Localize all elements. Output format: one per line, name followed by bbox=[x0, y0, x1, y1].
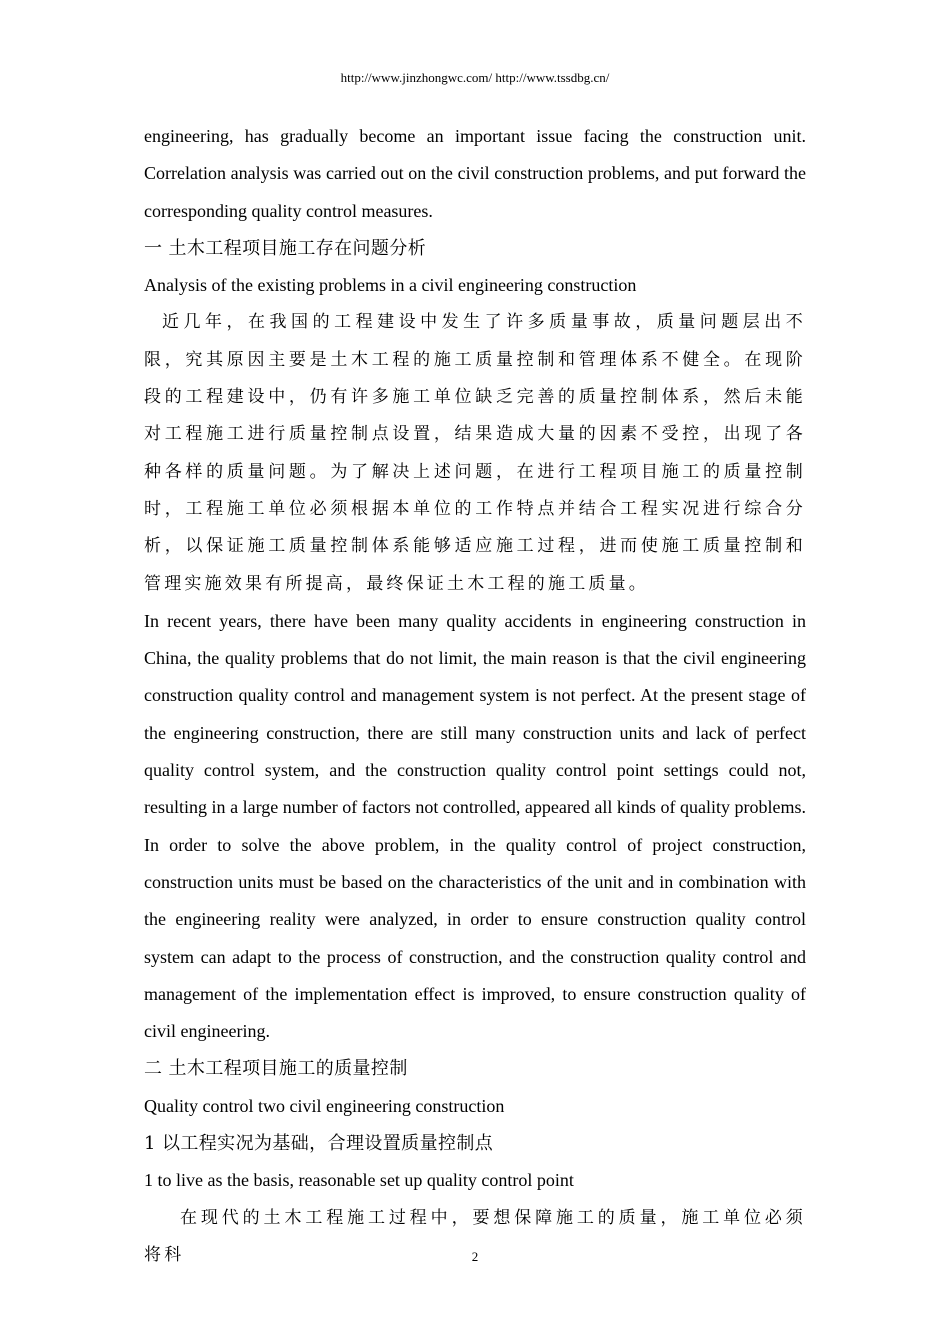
section2-heading-en: Quality control two civil engineering construction bbox=[144, 1095, 505, 1116]
subsection1-heading-zh: 1 以工程实况为基础，合理设置质量控制点 bbox=[144, 1133, 494, 1155]
section1-heading-en: Analysis of the existing problems in a civil engineering construction bbox=[144, 275, 637, 296]
page-header-urls: http://www.jinzhongwc.com/ http://www.tssdbg.cn/ bbox=[340, 70, 610, 85]
section1-paragraph-en: In recent years, there have been many quality accidents in engineering construction in China, the quality problems that do not limit, the main reason is that the civil engineering construction quality control and management system is not perfect. At the present stage of the engineering construction, there are still many construction units and lack of perfect quality control system, and the construction quality control point settings could not, resulting in a large number of factors not controlled, appeared all kinds of quality problems. In order to solve the above problem, in the quality control of project construction, construction units must be based on the characteristics of the unit and in combination with the engineering reality were analyzed, in order to ensure construction quality control system can adapt to the process of construction, and the construction quality control and management of the implementation effect is improved, to ensure construction quality of civil engineering. bbox=[144, 610, 806, 1042]
subsection1-paragraph-zh: 在现代的土木工程施工过程中，要想保障施工的质量，施工单位必须将科 bbox=[144, 1207, 806, 1265]
section1-heading-zh: 一 土木工程项目施工存在问题分析 bbox=[144, 237, 427, 259]
section1-paragraph-zh: 近几年，在我国的工程建设中发生了许多质量事故，质量问题层出不限，究其原因主要是土木工程的施工质量控制和管理体系不健全。在现阶段的工程建设中，仍有许多施工单位缺乏完善的质量控制体系，然后未能对工程施工进行质量控制点设置，结果造成大量的因素不受控，出现了各种各样的质量问题。为了解决上述问题，在进行工程项目施工的质量控制时，工程施工单位必须根据本单位的工作特点并结合工程实况进行综合分析，以保证施工质量控制体系能够适应施工过程，进而使施工质量控制和管理实施效果有所提高，最终保证土木工程的施工质量。 bbox=[144, 312, 806, 594]
section2-heading-zh: 二 土木工程项目施工的质量控制 bbox=[144, 1058, 408, 1080]
page-number: 2 bbox=[471, 1249, 479, 1264]
subsection1-heading-en: 1 to live as the basis, reasonable set up quality control point bbox=[144, 1170, 574, 1191]
document-body bbox=[144, 118, 806, 1274]
intro-paragraph-en: engineering, has gradually become an important issue facing the construction unit. Correlation analysis was carried out on the civil construction problems, and put forward the corresponding quality control measures. bbox=[144, 126, 806, 221]
